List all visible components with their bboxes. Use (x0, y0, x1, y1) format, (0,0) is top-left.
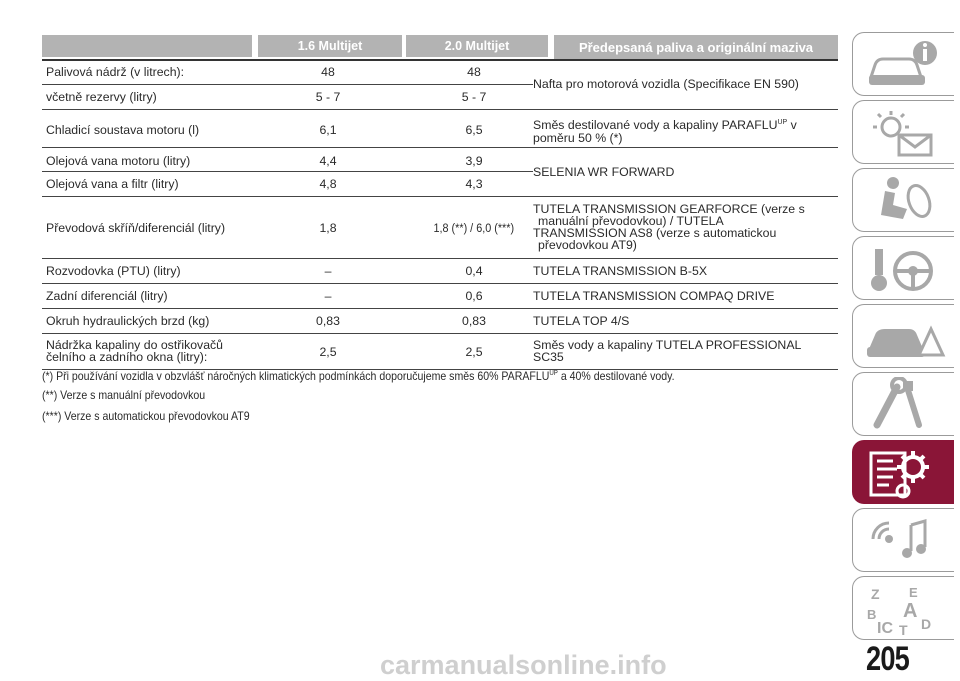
washer-product-line: SC35 (533, 350, 564, 364)
airbag-seat-icon (863, 173, 953, 229)
oil-product: SELENIA WR FORWARD (533, 165, 675, 179)
tab-starting-driving[interactable] (852, 236, 954, 300)
tab-warning-lights[interactable] (852, 100, 954, 164)
footnote-2: (**) Verze s manuální převodovkou (42, 388, 206, 402)
coolant-text-end: v (787, 118, 797, 133)
footnote-1-superscript: UP (549, 370, 558, 377)
watermark: carmanualsonline.info (380, 650, 667, 680)
header-1-6-multijet: 1.6 Multijet (258, 35, 402, 57)
footnote-1 (42, 364, 742, 385)
page-number: 205 (866, 640, 909, 678)
footnote-1-text: (*) Při používání vozidla v obzvlášť náročných klimatických podmínkách doporučujeme směs 60% PARAFLU (42, 369, 550, 383)
gearbox-row (42, 197, 838, 259)
value-1-6: 0,83 (316, 314, 340, 328)
svg-text:D: D (921, 616, 932, 632)
breakdown-icon (863, 309, 953, 365)
gearbox-product-line: TUTELA TRANSMISSION GEARFORCE (verze s (533, 202, 805, 216)
value-1-6: 4,4 (319, 154, 337, 168)
header-fuels-lubricants: Předepsaná paliva a originální maziva (554, 35, 838, 60)
footnote-1-text-end: a 40% destilované vody. (557, 369, 675, 383)
svg-text:T: T (899, 622, 908, 637)
index-letters-icon (863, 581, 953, 637)
fuel-group (42, 60, 838, 110)
coolant-ratio: poměru 50 % (*) (533, 131, 623, 146)
tab-technical-data[interactable] (852, 440, 954, 504)
gearbox-product-line: manuální převodovkou) / TUTELA (538, 214, 724, 228)
oil-group (42, 148, 838, 197)
header-2-0-multijet: 2.0 Multijet (406, 35, 548, 57)
value-1-6: – (324, 289, 332, 303)
brakes-row (42, 309, 838, 334)
row-label: včetně rezervy (litry) (46, 90, 157, 104)
row-divider (42, 171, 533, 172)
row-label: Olejová vana a filtr (litry) (46, 177, 179, 191)
key-steering-wheel-icon (863, 241, 953, 297)
value-2-0: 48 (467, 65, 481, 79)
value-1-6: 2,5 (319, 345, 337, 359)
value-2-0: 3,9 (465, 154, 483, 168)
paraflu-superscript: UP (777, 119, 788, 126)
technical-data-gear-icon (863, 445, 953, 501)
tab-index[interactable] (852, 576, 954, 640)
fuel-product: Nafta pro motorová vozidla (Specifikace EN 590) (533, 77, 799, 91)
washer-label-line: čelního a zadního okna (litry): (46, 350, 208, 364)
multimedia-icon (863, 513, 953, 569)
warning-lights-icon (863, 105, 953, 161)
value-1-6: 48 (321, 65, 335, 79)
rear-diff-product: TUTELA TRANSMISSION COMPAQ DRIVE (533, 289, 775, 303)
value-2-0 (402, 221, 546, 235)
value-1-6: 1,8 (319, 221, 337, 235)
value-2-0: 5 - 7 (461, 90, 487, 104)
gearbox-product-line: převodovkou AT9) (538, 238, 637, 252)
svg-text:B: B (867, 607, 877, 622)
maintenance-tools-icon (863, 377, 953, 433)
gearbox-value-text: 1,8 (**) / 6,0 (***) (433, 221, 515, 235)
coolant-product (533, 116, 797, 145)
row-label (46, 339, 223, 363)
footnote-3: (***) Verze s automatickou převodovkou AT9 (42, 409, 250, 423)
value-2-0: 6,5 (465, 123, 483, 137)
value-2-0: 0,4 (465, 264, 483, 278)
row-label: Zadní diferenciál (litry) (46, 289, 168, 303)
specs-table (42, 35, 838, 370)
value-2-0: 0,6 (465, 289, 483, 303)
value-1-6: 5 - 7 (315, 90, 341, 104)
row-label: Okruh hydraulických brzd (kg) (46, 314, 210, 328)
washer-product-line: Směs vody a kapaliny TUTELA PROFESSIONAL (533, 338, 802, 352)
value-1-6: 6,1 (319, 123, 337, 137)
tab-multimedia[interactable] (852, 508, 954, 572)
table-header (42, 35, 838, 60)
washer-product (533, 339, 801, 363)
car-info-icon (863, 37, 953, 93)
header-blank-cell (42, 35, 252, 57)
row-label: Převodová skříň/diferenciál (litry) (46, 221, 226, 235)
ptu-row (42, 259, 838, 284)
row-divider (42, 84, 533, 85)
tab-safety[interactable] (852, 168, 954, 232)
coolant-row (42, 110, 838, 148)
tab-car-info[interactable] (852, 32, 954, 96)
svg-text:E: E (909, 585, 918, 600)
value-1-6: 4,8 (319, 177, 337, 191)
row-label: Rozvodovka (PTU) (litry) (46, 264, 181, 278)
svg-text:IC: IC (877, 620, 893, 637)
value-2-0: 2,5 (465, 345, 483, 359)
brakes-product: TUTELA TOP 4/S (533, 314, 630, 328)
value-2-0: 4,3 (465, 177, 483, 191)
value-2-0: 0,83 (462, 314, 486, 328)
tab-maintenance[interactable] (852, 372, 954, 436)
washer-label-line: Nádržka kapaliny do ostřikovačů (46, 338, 224, 352)
gearbox-product-line: TRANSMISSION AS8 (verze s automatickou (533, 226, 777, 240)
row-label: Palivová nádrž (v litrech): (46, 65, 185, 79)
rear-diff-row (42, 284, 838, 309)
footnotes (42, 364, 838, 427)
tab-emergency[interactable] (852, 304, 954, 368)
ptu-product: TUTELA TRANSMISSION B-5X (533, 264, 708, 278)
svg-text:Z: Z (871, 586, 880, 602)
svg-text:A: A (903, 600, 918, 622)
coolant-text: Směs destilované vody a kapaliny PARAFLU (533, 118, 778, 133)
value-1-6: – (324, 264, 332, 278)
row-label: Chladicí soustava motoru (l) (46, 123, 200, 137)
row-label: Olejová vana motoru (litry) (46, 154, 191, 168)
gearbox-product (533, 203, 805, 251)
